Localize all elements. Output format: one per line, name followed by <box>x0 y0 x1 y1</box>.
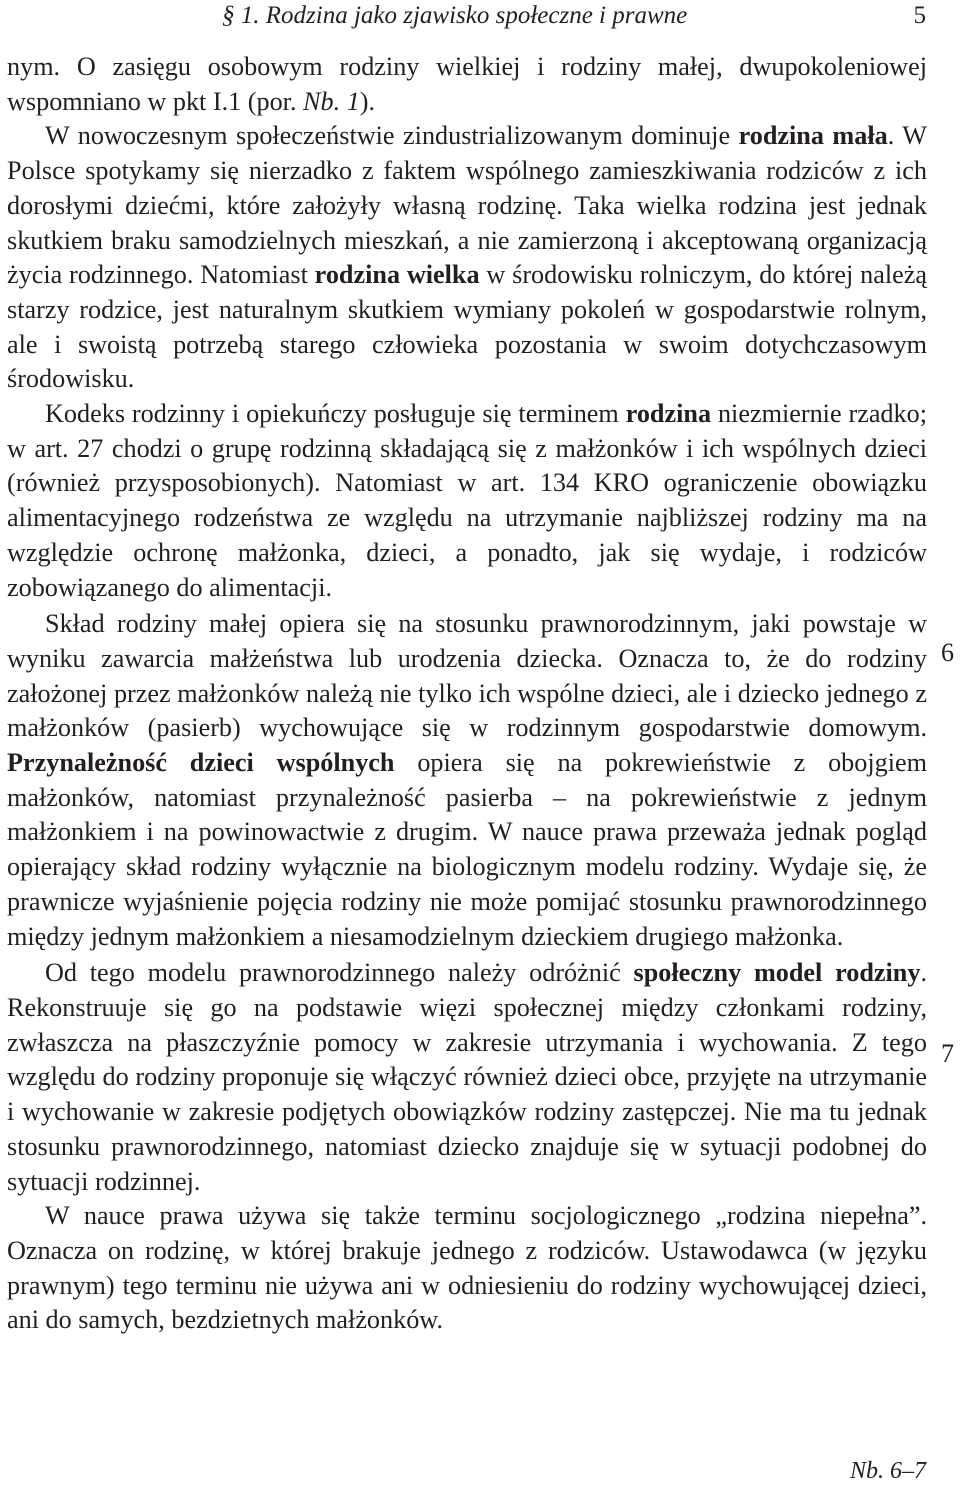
text-run: . Rekonstruuje się go na podstawie więzi społecznej między członkami rodziny, zwłaszcza na płaszczyźnie pomocy w zakresie utrzymania i wychowania. Z tego względu do rodziny proponuje się włączyć również dzieci obce, przyjęte na utrzymanie i wychowanie w zakresie podjętych obowiązków rodziny zastępczej. Nie ma tu jednak stosunku prawnorodzinnego, natomiast dziecko znajduje się w sytuacji podobnej do sytuacji rodzinnej. <box>7 958 927 1196</box>
header-title: § 1. Rodzina jako zjawisko społeczne i prawne <box>222 2 688 29</box>
term-rodzina-mala: rodzina mała <box>738 121 888 151</box>
body-text <box>7 50 927 1338</box>
text-run: Od tego modelu prawnorodzinnego należy odróżnić <box>45 958 634 988</box>
text-run: w środowisku rolniczym, do której należą starzy rodzice, jest naturalnym skutkiem wymiany pokoleń w gospodarstwie rolnym, ale i swoistą potrzebą starego człowieka pozostania w swoim dotychczasowym środowisku. <box>7 260 927 394</box>
term-rodzina-wielka: rodzina wielka <box>314 260 480 290</box>
margin-number-6: 6 <box>941 638 954 667</box>
paragraph-4 <box>7 956 927 1199</box>
text-run: . W Polsce spotykamy się nierzadko z faktem wspólnego zamieszkiwania rodziców z ich dorosłymi dziećmi, które założyły własną rodzinę. Taka wielka rodzina jest jednak skutkiem braku samodzielnych mieszkań, a nie zamierzoną i akceptowaną organizacją życia rodzinnego. Natomiast <box>7 121 927 290</box>
footer-reference: Nb. 6–7 <box>849 1458 926 1484</box>
text-run: W nauce prawa używa się także terminu socjologicznego „rodzina niepełna”. Oznacza on rodzinę, w której brakuje jednego z rodziców. Ustawodawca (w języku prawnym) tego terminu nie używa ani w odniesieniu do rodziny wychowującej dzieci, ani do samych, bezdzietnych małżonków. <box>7 1201 927 1335</box>
cross-reference: Nb. 1 <box>303 86 360 116</box>
text-run: niezmiernie rzadko; w art. 27 chodzi o grupę rodzinną składającą się z małżonków i ich wspólnych dzieci (również przysposobionych). Natomiast w art. 134 KRO ograniczenie obowiązku alimentacyjnego rodzeństwa ze względu na utrzymanie najbliższej rodziny ma na względzie ochronę małżonka, dzieci, a ponadto, jak się wydaje, i rodziców zobowiązanego do alimentacji. <box>7 399 927 602</box>
term-rodzina: rodzina <box>625 399 712 429</box>
text-run: ). <box>359 86 376 116</box>
paragraph-5 <box>7 1199 927 1338</box>
paragraph-3 <box>7 607 927 954</box>
paragraph-0 <box>7 50 927 119</box>
text-run: W nowoczesnym społeczeństwie zindustrializowanym dominuje <box>45 121 739 151</box>
term-przynaleznosc: Przynależność dzieci wspólnych <box>7 748 395 778</box>
page-number: 5 <box>913 2 926 29</box>
paragraph-2 <box>7 397 927 605</box>
margin-number-7: 7 <box>941 1039 954 1068</box>
text-run: Kodeks rodzinny i opiekuńczy posługuje się terminem <box>45 399 626 429</box>
running-header <box>0 2 930 32</box>
text-run: nym. O zasięgu osobowym rodziny wielkiej i rodziny małej, dwupokoleniowej wspomniano w pkt I.1 (por. <box>7 52 927 116</box>
paragraph-1 <box>7 119 927 397</box>
term-spoleczny-model: społeczny model rodziny <box>633 958 921 988</box>
text-run: opiera się na pokrewieństwie z obojgiem małżonków, natomiast przynależność pasierba – na pokrewieństwie z jednym małżonkiem i na powinowactwie z drugim. W nauce prawa przeważa jednak pogląd opierający skład rodziny wyłącznie na biologicznym modelu rodziny. Wydaje się, że prawnicze wyjaśnienie pojęcia rodziny nie może pomijać stosunku prawnorodzinnego między jednym małżonkiem a niesamodzielnym dzieckiem drugiego małżonka. <box>7 748 927 951</box>
text-run: Skład rodziny małej opiera się na stosunku prawnorodzinnym, jaki powstaje w wyniku zawarcia małżeństwa lub urodzenia dziecka. Oznacza to, że do rodziny założonej przez małżonków należą nie tylko ich wspólne dzieci, ale i dziecko jednego z małżonków (pasierb) wychowujące się w rodzinnym gospodarstwie domowym. <box>7 609 927 743</box>
